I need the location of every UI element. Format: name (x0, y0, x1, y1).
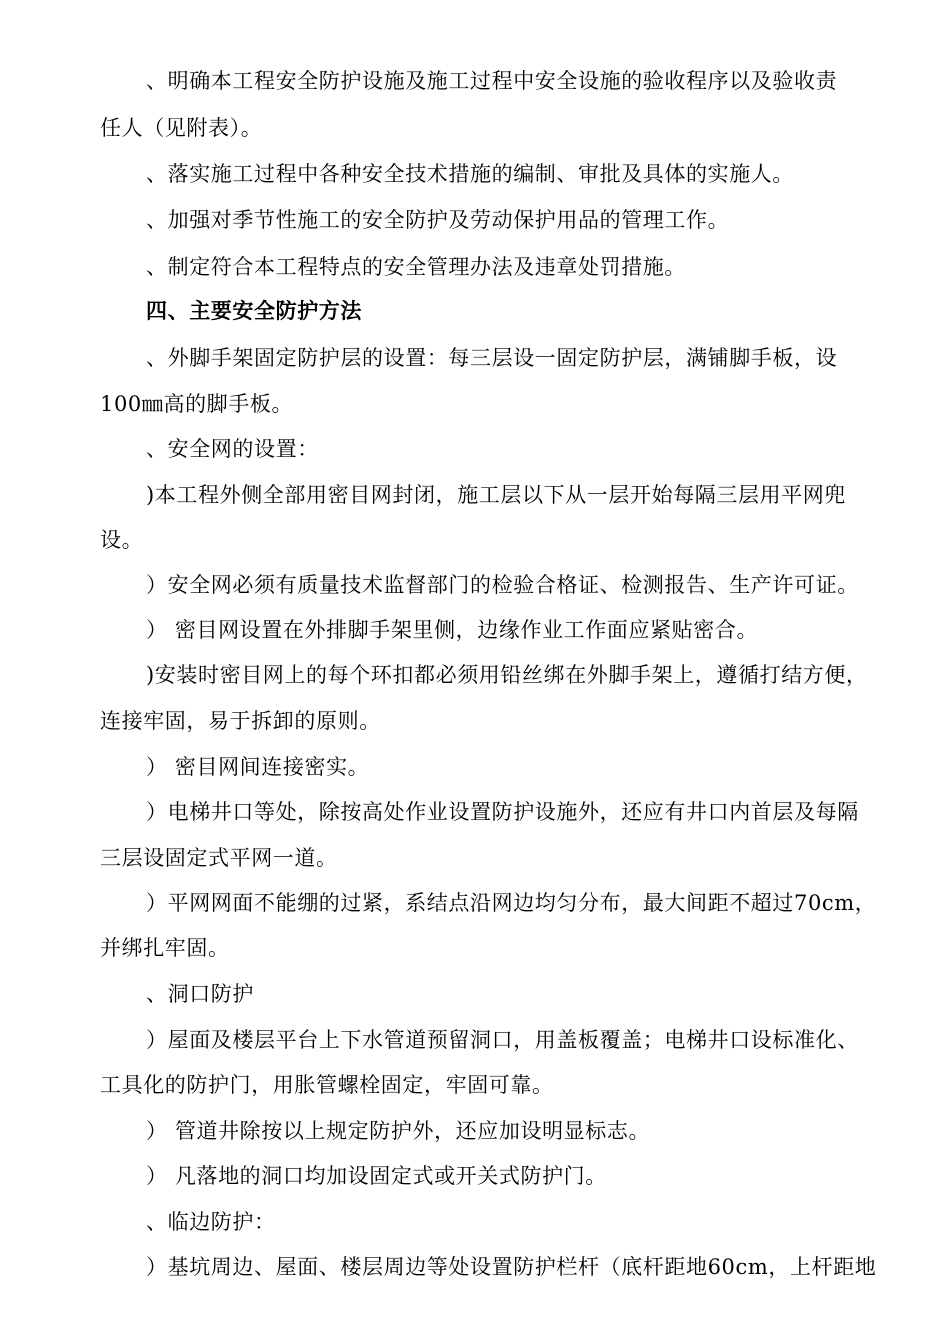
text-line: 、洞口防护 (146, 982, 254, 1006)
text-line: 三层设固定式平网一道。 (100, 846, 338, 870)
text-line: 设。 (100, 528, 144, 552)
text-line: ）屋面及楼层平台上下水管道预留洞口，用盖板覆盖；电梯井口设标准化、 (146, 1028, 859, 1052)
text-line: 、落实施工过程中各种安全技术措施的编制、审批及具体的实施人。 (146, 162, 794, 186)
text-line: 工具化的防护门，用胀管螺栓固定，牢固可靠。 (100, 1073, 554, 1097)
text-line: ）安全网必须有质量技术监督部门的检验合格证、检测报告、生产许可证。 (146, 573, 859, 597)
text-line: ）基坑周边、屋面、楼层周边等处设置防护栏杆（底杆距地60cm，上杆距地 (146, 1255, 877, 1279)
text-line: ） 凡落地的洞口均加设固定式或开关式防护门。 (146, 1164, 607, 1188)
text-line: ）平网网面不能绷的过紧，系结点沿网边均匀分布，最大间距不超过70cm， (146, 891, 877, 915)
text-line: 任人（见附表）。 (100, 116, 263, 140)
text-line: 、加强对季节性施工的安全防护及劳动保护用品的管理工作。 (146, 208, 730, 232)
text-line: ） 密目网设置在外排脚手架里侧，边缘作业工作面应紧贴密合。 (146, 618, 759, 642)
text-line: 连接牢固，易于拆卸的原则。 (100, 709, 381, 733)
text-line: 、外脚手架固定防护层的设置：每三层设一固定防护层，满铺脚手板，设 (146, 346, 838, 370)
text-line: 、安全网的设置： (146, 437, 319, 461)
text-line: 、明确本工程安全防护设施及施工过程中安全设施的验收程序以及验收责 (146, 69, 838, 93)
text-line: 、临边防护： (146, 1210, 276, 1234)
text-line: 100㎜高的脚手板。 (100, 392, 294, 416)
text-line: 并绑扎牢固。 (100, 936, 230, 960)
text-line: )本工程外侧全部用密目网封闭，施工层以下从一层开始每隔三层用平网兜 (146, 483, 846, 507)
text-line: 、制定符合本工程特点的安全管理办法及违章处罚措施。 (146, 255, 686, 279)
text-line: ） 密目网间连接密实。 (146, 755, 370, 779)
text-line: )安装时密目网上的每个环扣都必须用铅丝绑在外脚手架上，遵循打结方便， (146, 663, 868, 687)
text-line: ）电梯井口等处，除按高处作业设置防护设施外，还应有井口内首层及每隔 (146, 800, 859, 824)
section-heading: 四、主要安全防护方法 (146, 298, 362, 323)
text-line: ） 管道井除按以上规定防护外，还应加设明显标志。 (146, 1119, 651, 1143)
